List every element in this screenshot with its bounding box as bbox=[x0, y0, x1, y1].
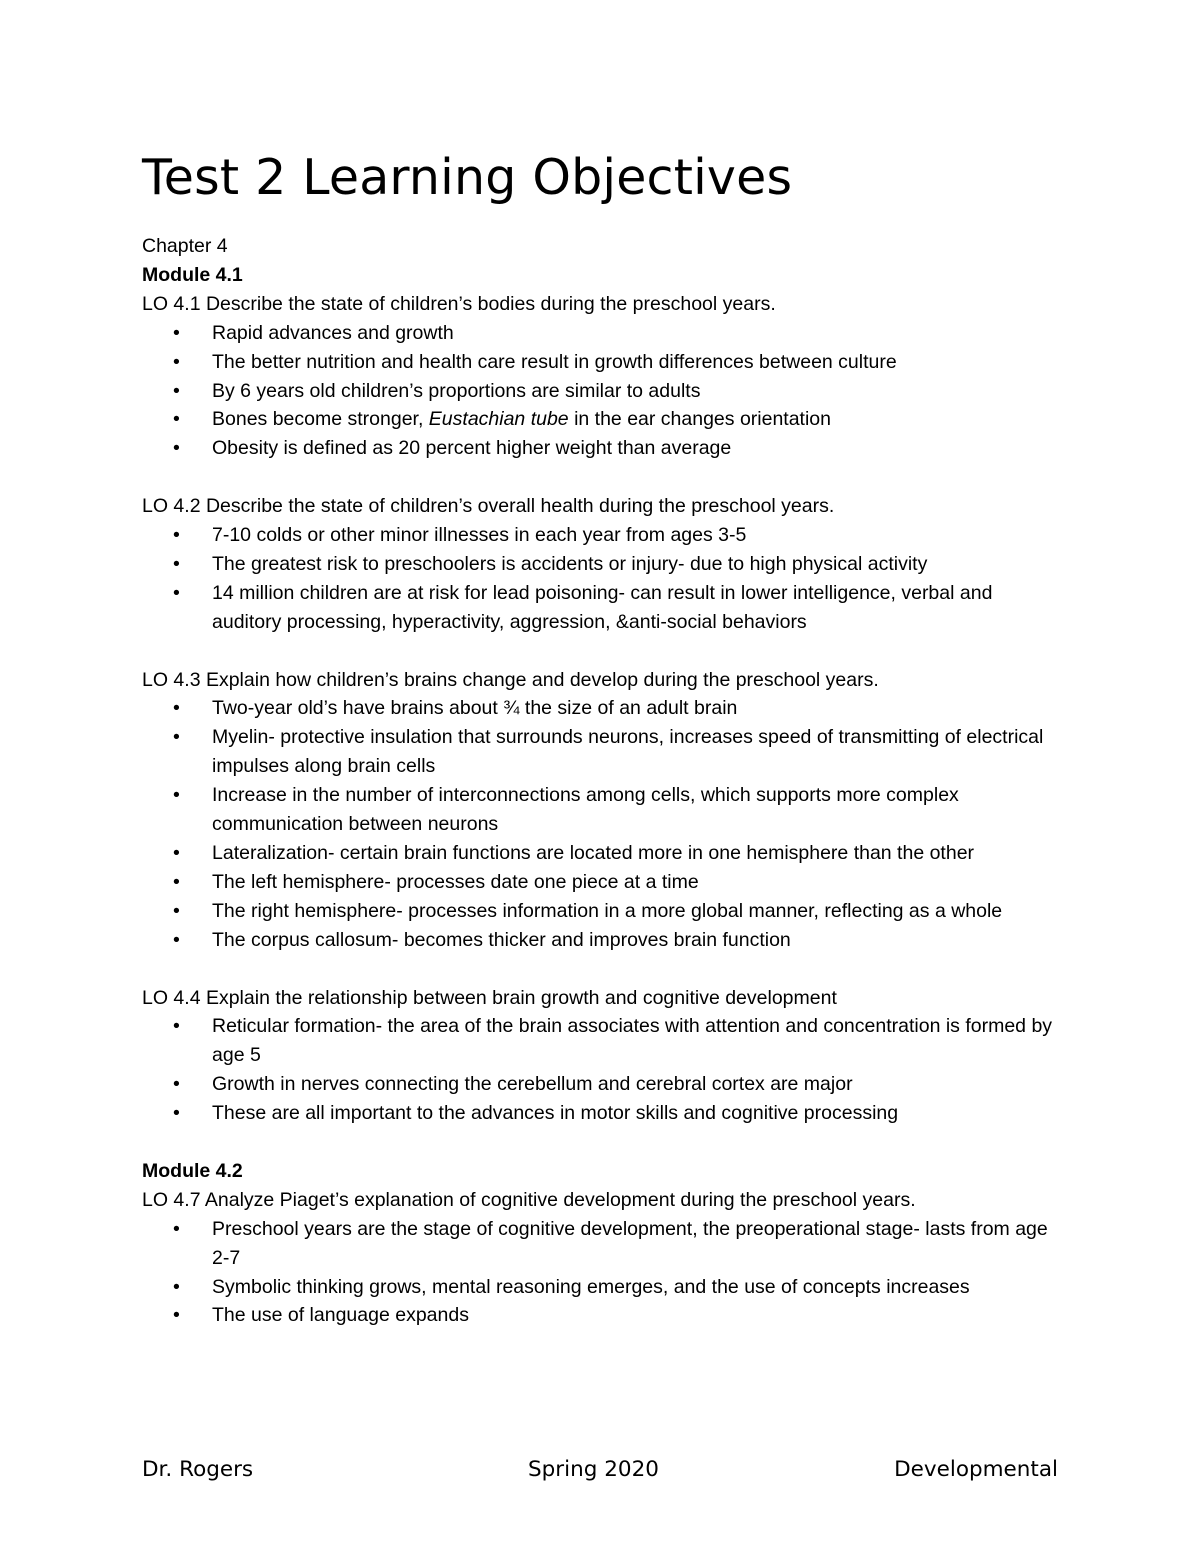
bullet-icon: • bbox=[173, 697, 180, 720]
learning-objective-label: LO 4.2 Describe the state of children’s overall health during the preschool years. bbox=[142, 495, 835, 518]
list-item-text: Preschool years are the stage of cognitive development, the preoperational stage- lasts from age 2-7 bbox=[212, 1217, 1048, 1269]
footer-term: Spring 2020 bbox=[528, 1457, 659, 1482]
bullet-list bbox=[142, 521, 1062, 637]
list-item bbox=[142, 405, 1062, 434]
learning-objective-label: LO 4.7 Analyze Piaget’s explanation of cognitive development during the preschool years. bbox=[142, 1188, 916, 1211]
bullet-icon: • bbox=[173, 408, 180, 431]
bullet-list bbox=[142, 319, 1062, 464]
bullet-list bbox=[142, 1012, 1062, 1128]
list-item-text: Lateralization- certain brain functions are located more in one hemisphere than the other bbox=[212, 842, 975, 864]
bullet-icon: • bbox=[173, 379, 180, 402]
bullet-icon: • bbox=[173, 350, 180, 373]
list-item bbox=[142, 579, 1062, 637]
list-item bbox=[142, 781, 1062, 839]
list-item bbox=[142, 723, 1062, 781]
bullet-icon: • bbox=[173, 726, 180, 749]
chapter-label: Chapter 4 bbox=[142, 235, 228, 257]
list-item bbox=[142, 521, 1062, 550]
page-title: Test 2 Learning Objectives bbox=[142, 149, 793, 206]
list-item bbox=[142, 926, 1062, 955]
list-item-text: The corpus callosum- becomes thicker and improves brain function bbox=[212, 928, 791, 951]
module-heading: Module 4.2 bbox=[142, 1159, 243, 1182]
bullet-icon: • bbox=[173, 784, 180, 807]
module-heading: Module 4.1 bbox=[142, 263, 243, 286]
list-item-text: Myelin- protective insulation that surrounds neurons, increases speed of transmitting of electrical impulses along brain cells bbox=[212, 726, 1044, 778]
bullet-list bbox=[142, 694, 1062, 954]
bullet-icon: • bbox=[173, 321, 180, 344]
list-item bbox=[142, 348, 1062, 377]
list-item-text: The right hemisphere- processes information in a more global manner, reflecting as a whole bbox=[212, 899, 1003, 922]
list-item bbox=[142, 868, 1062, 897]
list-item-text: Two-year old’s have brains about ¾ the size of an adult brain bbox=[212, 697, 738, 720]
italic-term: Eustachian tube bbox=[428, 408, 569, 431]
bullet-icon: • bbox=[173, 1217, 180, 1240]
list-item-text: Reticular formation- the area of the brain associates with attention and concentration is formed by age 5 bbox=[212, 1015, 1053, 1067]
list-item bbox=[142, 377, 1062, 406]
list-item-text: Bones become stronger, bbox=[212, 408, 429, 431]
list-item-text: The use of language expands bbox=[212, 1304, 469, 1327]
footer-course: Developmental bbox=[894, 1457, 1058, 1482]
list-item-text: Symbolic thinking grows, mental reasoning emerges, and the use of concepts increases bbox=[212, 1275, 970, 1298]
bullet-icon: • bbox=[173, 842, 180, 864]
bullet-icon: • bbox=[173, 1275, 180, 1298]
list-item-text: Increase in the number of interconnections among cells, which supports more complex communication between neurons bbox=[212, 784, 959, 836]
list-item-text: Obesity is defined as 20 percent higher weight than average bbox=[212, 437, 732, 460]
list-item bbox=[142, 1070, 1062, 1099]
list-item-text: These are all important to the advances in motor skills and cognitive processing bbox=[212, 1102, 899, 1125]
list-item-text: Rapid advances and growth bbox=[212, 321, 454, 344]
list-item-text: 14 million children are at risk for lead poisoning- can result in lower intelligence, verbal and auditory processing, hyperactivity, aggression, &anti-social behaviors bbox=[212, 581, 993, 633]
bullet-list bbox=[142, 1215, 1062, 1331]
bullet-icon: • bbox=[173, 899, 180, 922]
list-item bbox=[142, 1099, 1062, 1128]
spacer bbox=[142, 1128, 1062, 1157]
list-item-text: The left hemisphere- processes date one piece at a time bbox=[212, 870, 699, 893]
list-item-text: Growth in nerves connecting the cerebellum and cerebral cortex are major bbox=[212, 1073, 853, 1096]
learning-objective-label: LO 4.3 Explain how children’s brains change and develop during the preschool years. bbox=[142, 668, 879, 691]
learning-objective-label: LO 4.4 Explain the relationship between brain growth and cognitive development bbox=[142, 986, 837, 1009]
spacer bbox=[142, 463, 1062, 492]
footer-author: Dr. Rogers bbox=[142, 1457, 254, 1482]
list-item bbox=[142, 319, 1062, 348]
list-item-text: The greatest risk to preschoolers is accidents or injury- due to high physical activity bbox=[212, 552, 928, 575]
bullet-icon: • bbox=[173, 552, 180, 575]
spacer bbox=[142, 637, 1062, 666]
spacer bbox=[142, 955, 1062, 984]
bullet-icon: • bbox=[173, 1015, 180, 1038]
bullet-icon: • bbox=[173, 524, 180, 547]
bullet-icon: • bbox=[173, 1073, 180, 1096]
list-item-text: in the ear changes orientation bbox=[568, 408, 832, 431]
list-item bbox=[142, 1273, 1062, 1302]
bullet-icon: • bbox=[173, 870, 180, 893]
list-item-text: By 6 years old children’s proportions are similar to adults bbox=[212, 379, 701, 402]
list-item bbox=[142, 1012, 1062, 1070]
bullet-icon: • bbox=[173, 581, 180, 604]
list-item bbox=[142, 1301, 1062, 1330]
list-item bbox=[142, 839, 1062, 868]
learning-objective-label: LO 4.1 Describe the state of children’s bodies during the preschool years. bbox=[142, 292, 776, 315]
list-item bbox=[142, 434, 1062, 463]
bullet-icon: • bbox=[173, 928, 180, 951]
bullet-icon: • bbox=[173, 437, 180, 460]
bullet-icon: • bbox=[173, 1102, 180, 1125]
list-item-text: 7-10 colds or other minor illnesses in each year from ages 3-5 bbox=[212, 524, 747, 547]
list-item-text: The better nutrition and health care result in growth differences between culture bbox=[212, 350, 897, 373]
list-item bbox=[142, 694, 1062, 723]
list-item bbox=[142, 1215, 1062, 1273]
list-item bbox=[142, 897, 1062, 926]
list-item bbox=[142, 550, 1062, 579]
bullet-icon: • bbox=[173, 1304, 180, 1327]
